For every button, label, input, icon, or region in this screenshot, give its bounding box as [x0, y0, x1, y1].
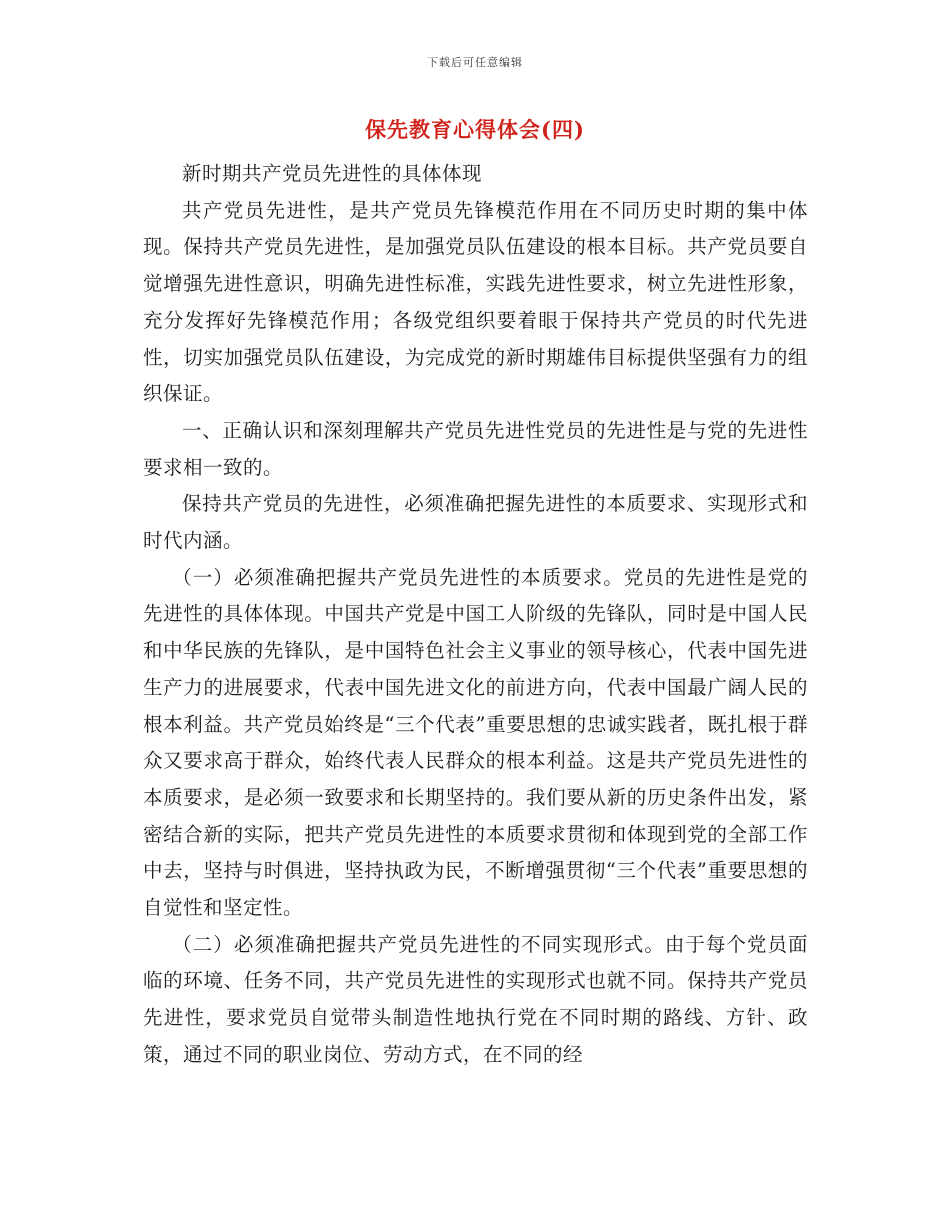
- paragraph-point-one: （一）必须准确把握共产党员先进性的本质要求。党员的先进性是党的先进性的具体体现。中国共产党是中国工人阶级的先锋队，同时是中国人民和中华民族的先锋队，是中国特色社会主义事业的领导核心，代表中国先进生产力的进展要求，代表中国先进文化的前进方向，代表中国最广阔人民的根本利益。共产党员始终是“三个代表”重要思想的忠诚实践者，既扎根于群众又要求高于群众，始终代表人民群众的根本利益。这是共产党员先进性的本质要求，是必须一致要求和长期坚持的。我们要从新的历史条件出发，紧密结合新的实际，把共产党员先进性的本质要求贯彻和体现到党的全部工作中去，坚持与时俱进，坚持执政为民，不断增强贯彻“三个代表”重要思想的自觉性和坚定性。: [143, 565, 808, 920]
- paragraph-point-two: （二）必须准确把握共产党员先进性的不同实现形式。由于每个党员面临的环境、任务不同，共产党员先进性的实现形式也就不同。保持共产党员先进性，要求党员自觉带头制造性地执行党在不同时期的路线、方针、政策，通过不同的职业岗位、劳动方式，在不同的经: [143, 932, 808, 1066]
- document-body: [143, 156, 808, 1074]
- paragraph-intro: 共产党员先进性，是共产党员先锋模范作用在不同历史时期的集中体现。保持共产党员先进性，是加强党员队伍建设的根本目标。共产党员要自觉增强先进性意识，明确先进性标准，实践先进性要求，树立先进性形象，充分发挥好先锋模范作用；各级党组织要着眼于保持共产党员的时代先进性，切实加强党员队伍建设，为完成党的新时期雄伟目标提供坚强有力的组织保证。: [143, 198, 808, 406]
- paragraph-section-one-heading: 一、正确认识和深刻理解共产党员先进性党员的先进性是与党的先进性要求相一致的。: [143, 418, 808, 479]
- page-header-note: 下载后可任意编辑: [427, 56, 523, 69]
- document-title: 保先教育心得体会(四): [365, 117, 585, 142]
- paragraph-subtitle: 新时期共产党员先进性的具体体现: [182, 162, 483, 185]
- paragraph-section-one-body: 保持共产党员的先进性，必须准确把握先进性的本质要求、实现形式和时代内涵。: [143, 492, 808, 553]
